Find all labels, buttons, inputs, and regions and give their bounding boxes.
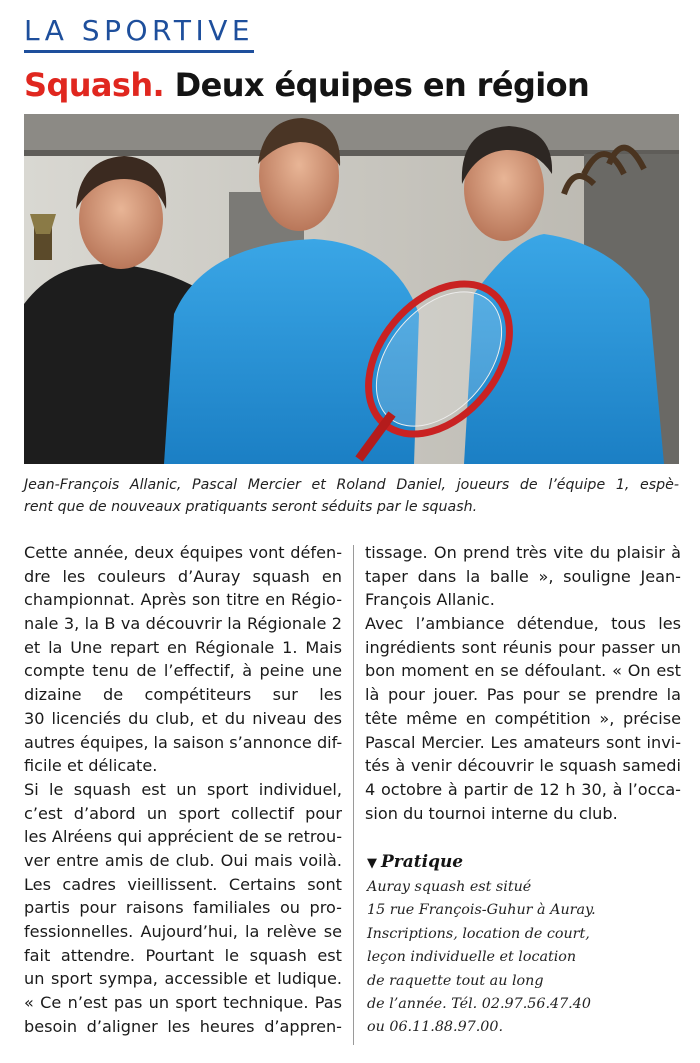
body-line: dizaine de compétiteurs sur les xyxy=(24,685,342,705)
pratique-line: de raquette tout au long xyxy=(367,972,544,989)
body-line: sion du tournoi interne du club. xyxy=(365,803,618,823)
body-line: fessionnelles. Aujourd’hui, la relève se xyxy=(24,922,342,941)
body-line: là pour jouer. Pas pour se prendre la xyxy=(365,685,681,705)
pratique-line: leçon individuelle et location xyxy=(367,949,577,966)
pratique-info xyxy=(367,876,683,1040)
article-column-left xyxy=(24,541,342,1038)
pratique-line: ou 06.11.88.97.00. xyxy=(367,1019,504,1036)
body-line: fait attendre. Pourtant le squash est xyxy=(24,945,342,965)
pratique-heading xyxy=(367,852,463,872)
headline-kicker: Squash. xyxy=(24,66,165,104)
pratique-title: Pratique xyxy=(381,852,464,872)
body-line: 30 licenciés du club, et du niveau des xyxy=(24,708,342,728)
body-line: Si le squash est un sport individuel, xyxy=(24,779,342,799)
body-line: nale 3, la B va découvrir la Régionale 2 xyxy=(24,614,342,634)
body-line: Avec l’ambiance détendue, tous les xyxy=(365,614,681,634)
body-line: ver entre amis de club. Oui mais voilà. xyxy=(24,850,342,870)
body-line: Cette année, deux équipes vont défen- xyxy=(24,543,342,562)
body-line: les Alréens qui apprécient de se retrou- xyxy=(24,827,342,847)
body-line: et la Une repart en Régionale 1. Mais xyxy=(24,637,342,657)
body-line: tête même en compétition », précise xyxy=(365,708,681,728)
body-line: tés à venir découvrir le squash samedi xyxy=(365,756,681,776)
column-divider xyxy=(353,545,354,1045)
body-line: ficile et délicate. xyxy=(24,756,158,776)
body-line: compte tenu de l’effectif, à peine une xyxy=(24,661,342,681)
caption-line: rent que de nouveaux pratiquants seront séduits par le squash. xyxy=(24,499,478,515)
body-line: 4 octobre à partir de 12 h 30, à l’occa- xyxy=(365,779,681,799)
body-line: autres équipes, la saison s’annonce dif- xyxy=(24,732,343,752)
body-line: tissage. On prend très vite du plaisir à xyxy=(365,543,681,562)
body-line: ingrédients sont réunis pour passer un xyxy=(365,637,681,657)
body-line: un sport sympa, accessible et ludique. xyxy=(24,969,342,989)
rubric-underline xyxy=(24,50,254,53)
article-column-right xyxy=(365,541,681,825)
body-line: championnat. Après son titre en Régio- xyxy=(24,590,342,610)
body-line: « Ce n’est pas un sport technique. Pas xyxy=(24,993,342,1013)
section-rubric: LA SPORTIVE xyxy=(24,14,255,47)
body-line: dre les couleurs d’Auray squash en xyxy=(24,566,342,586)
headline-title: Deux équipes en région xyxy=(174,66,590,104)
caption-line: Jean-François Allanic, Pascal Mercier et Roland Daniel, joueurs de l’équipe 1, espè- xyxy=(24,477,679,493)
triangle-down-icon: ▼ xyxy=(367,856,377,871)
body-line: François Allanic. xyxy=(365,590,495,610)
body-line: besoin d’aligner les heures d’appren- xyxy=(24,1016,342,1036)
pratique-line: Inscriptions, location de court, xyxy=(367,925,590,942)
pratique-line: 15 rue François-Guhur à Auray. xyxy=(367,902,596,919)
photo-caption xyxy=(24,474,679,518)
photo-three-squash-players-icon xyxy=(24,114,679,464)
body-line: taper dans la balle », souligne Jean- xyxy=(365,566,681,586)
article-headline xyxy=(24,66,589,104)
pratique-line: de l’année. Tél. 02.97.56.47.40 xyxy=(367,996,591,1013)
pratique-line: Auray squash est situé xyxy=(367,879,532,895)
body-line: Pascal Mercier. Les amateurs sont invi- xyxy=(365,732,681,752)
article-photo xyxy=(24,114,679,464)
body-line: partis pour raisons familiales ou pro- xyxy=(24,898,342,918)
body-line: bon moment en se défoulant. « On est xyxy=(365,661,681,681)
body-line: c’est d’abord un sport collectif pour xyxy=(24,803,342,823)
body-line: Les cadres vieillissent. Certains sont xyxy=(24,874,342,894)
